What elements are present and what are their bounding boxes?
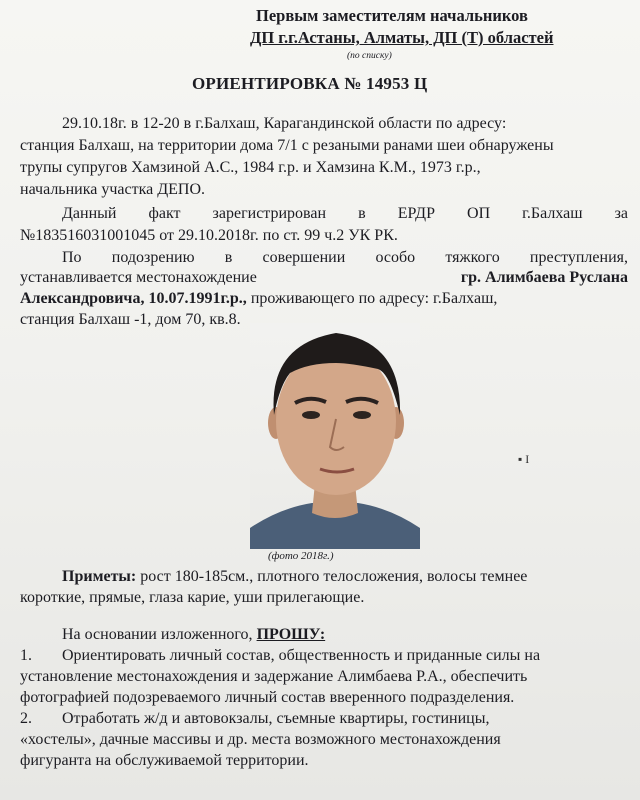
- item2-line2: «хостелы», дачные массивы и др. места возможного местонахождения: [20, 731, 501, 748]
- addressee-line-1: Первым заместителям начальников: [256, 6, 528, 25]
- suspect-photo: [250, 323, 420, 549]
- features-line1: [62, 568, 527, 586]
- features-line2: короткие, прямые, глаза карие, уши прилегающие.: [20, 589, 365, 606]
- features-label: Приметы:: [62, 568, 137, 585]
- para3-line3: [20, 290, 497, 308]
- para1-line3: трупы супругов Хамзиной А.С., 1984 г.р. и Хамзина К.М., 1973 г.р.,: [20, 159, 481, 176]
- para2-line2: №183516031001045 от 29.10.2018г. по ст. 99 ч.2 УК РК.: [20, 227, 398, 244]
- para3-line2: [20, 269, 628, 287]
- item1-line1: Ориентировать личный состав, общественность и приданные силы на: [62, 647, 541, 664]
- para2-line1: Данный факт зарегистрирован в ЕРДР ОП г.Балхаш за: [62, 205, 628, 222]
- para1-line2: станция Балхаш, на территории дома 7/1 с резаными ранами шеи обнаружены: [20, 137, 554, 154]
- addressee-note: (по списку): [347, 51, 392, 61]
- addressee-line-2: ДП г.г.Астаны, Алматы, ДП (Т) областей: [250, 28, 554, 47]
- suspect-photo-drawing: [250, 323, 420, 549]
- para1-line4: начальника участка ДЕПО.: [20, 181, 206, 198]
- item1-number: 1.: [20, 647, 32, 664]
- request-word: ПРОШУ:: [256, 626, 326, 643]
- para1-line1: 29.10.18г. в 12-20 в г.Балхаш, Карагандинской области по адресу:: [62, 115, 507, 132]
- text-cursor-icon: ▪︎ I: [518, 452, 530, 466]
- request-intro: На основании изложенного,: [62, 626, 253, 643]
- document-title: ОРИЕНТИРОВКА № 14953 Ц: [192, 74, 428, 93]
- item2-line3: фигуранта на обслуживаемой территории.: [20, 752, 309, 769]
- item2-line1: Отработать ж/д и автовокзалы, съемные квартиры, гостиницы,: [62, 710, 490, 727]
- photo-caption: (фото 2018г.): [268, 550, 334, 562]
- request-line: [62, 626, 325, 644]
- suspect-name-part2: Александровича, 10.07.1991г.р.,: [20, 290, 247, 307]
- suspect-name-part1: гр. Алимбаева Руслана: [460, 269, 628, 286]
- item2-number: 2.: [20, 710, 32, 727]
- para3-line2-a: устанавливается местонахождение: [20, 269, 257, 286]
- para3-line4: станция Балхаш -1, дом 70, кв.8.: [20, 311, 241, 328]
- para3-line1: По подозрению в совершении особо тяжкого преступления,: [62, 249, 628, 266]
- features-text-1: рост 180-185см., плотного телосложения, волосы темнее: [140, 568, 528, 585]
- item1-line3: фотографией подозреваемого личный состав вверенного подразделения.: [20, 689, 515, 706]
- item1-line2: установление местонахождения и задержание Алимбаева Р.А., обеспечить: [20, 668, 528, 685]
- para3-line3-b: проживающего по адресу: г.Балхаш,: [250, 290, 498, 307]
